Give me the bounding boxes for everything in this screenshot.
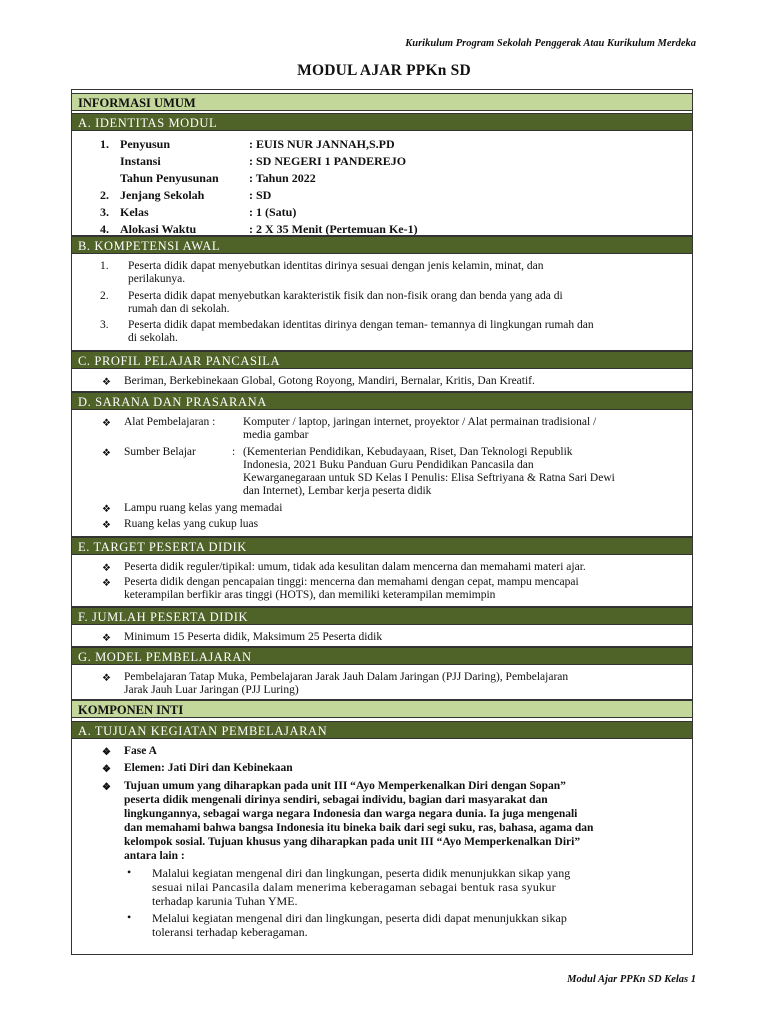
identitas-num-4: 4. bbox=[100, 222, 109, 236]
diamond-bullet-icon: ❖ bbox=[102, 377, 111, 388]
profil-item: Beriman, Berkebinekaan Global, Gotong Royong, Mandiri, Bernalar, Kritis, Dan Kreatif. bbox=[124, 375, 535, 387]
row-divider bbox=[72, 235, 692, 236]
row-divider bbox=[72, 699, 692, 700]
sumber-line4: dan Internet), Lembar kerja peserta didik bbox=[243, 485, 432, 497]
identitas-label-kelas: Kelas bbox=[120, 205, 149, 219]
identitas-value-penyusun: : EUIS NUR JANNAH,S.PD bbox=[249, 137, 395, 151]
tujuan-b1-line2: sesuai nilai Pancasila dalam menerima keberagaman sebagai bentuk rasa syukur bbox=[152, 880, 556, 894]
tujuan-b2-line2: toleransi terhadap keberagaman. bbox=[152, 925, 308, 939]
sumber-line2: Indonesia, 2021 Buku Panduan Guru Pendidikan Pancasila dan bbox=[243, 459, 534, 471]
identitas-value-instansi: : SD NEGERI 1 PANDEREJO bbox=[249, 154, 407, 168]
diamond-bullet-icon: ❖ bbox=[102, 747, 111, 758]
diamond-bullet-icon: ❖ bbox=[102, 520, 111, 531]
diamond-bullet-icon: ❖ bbox=[102, 418, 111, 429]
section-tujuan-kegiatan: A. TUJUAN KEGIATAN PEMBELAJARAN bbox=[72, 721, 692, 739]
sumber-colon: : bbox=[232, 446, 236, 458]
kompetensi-item-2-line2: rumah dan di sekolah. bbox=[128, 303, 230, 315]
sarana-ruang: Ruang kelas yang cukup luas bbox=[124, 518, 259, 530]
kompetensi-item-3-line2: di sekolah. bbox=[128, 332, 178, 344]
module-table bbox=[71, 89, 693, 955]
tujuan-para-line1: Tujuan umum yang diharapkan pada unit III “Ayo Memperkenalkan Diri dengan Sopan” bbox=[124, 780, 566, 792]
model-line2: Jarak Jauh Luar Jaringan (PJJ Luring) bbox=[124, 684, 299, 696]
diamond-bullet-icon: ❖ bbox=[102, 782, 111, 793]
section-jumlah-peserta: F. JUMLAH PESERTA DIDIK bbox=[72, 607, 692, 625]
tujuan-para-line2: peserta didik mengenali dirinya sendiri, sebagai individu, bagian dari masyarakat dan bbox=[124, 794, 548, 806]
section-profil-pelajar: C. PROFIL PELAJAR PANCASILA bbox=[72, 351, 692, 369]
row-divider bbox=[72, 606, 692, 607]
tujuan-para-line6: antara lain : bbox=[124, 850, 185, 862]
bullet-dot-icon: • bbox=[127, 910, 132, 924]
identitas-value-alokasi: : 2 X 35 Menit (Pertemuan Ke-1) bbox=[249, 222, 418, 236]
alat-line2: media gambar bbox=[243, 429, 309, 441]
kompetensi-num-2: 2. bbox=[100, 290, 109, 302]
model-line1: Pembelajaran Tatap Muka, Pembelajaran Jarak Jauh Dalam Jaringan (PJJ Daring), Pembelajaran bbox=[124, 671, 569, 683]
section-kompetensi-awal: B. KOMPETENSI AWAL bbox=[72, 236, 692, 254]
section-komponen-inti: KOMPONEN INTI bbox=[72, 700, 692, 718]
tujuan-b1-line1: Malalui kegiatan mengenal diri dan lingkungan, peserta didik menunjukkan sikap yang bbox=[152, 866, 571, 880]
section-informasi-umum: INFORMASI UMUM bbox=[72, 93, 692, 111]
diamond-bullet-icon: ❖ bbox=[102, 504, 111, 515]
sumber-label: Sumber Belajar bbox=[124, 446, 196, 458]
row-divider bbox=[72, 391, 692, 392]
kompetensi-item-1-line1: Peserta didik dapat menyebutkan identitas dirinya sesuai dengan jenis kelamin, minat, dan bbox=[128, 260, 544, 272]
section-sarana-prasarana: D. SARANA DAN PRASARANA bbox=[72, 392, 692, 410]
identitas-label-penyusun: Penyusun bbox=[120, 137, 171, 151]
identitas-label-jenjang: Jenjang Sekolah bbox=[120, 188, 205, 202]
identitas-value-jenjang: : SD bbox=[249, 188, 272, 202]
section-identitas-modul: A. IDENTITAS MODUL bbox=[72, 113, 692, 131]
identitas-label-instansi: Instansi bbox=[120, 154, 161, 168]
row-divider bbox=[72, 646, 692, 647]
tujuan-para-line5: kelompok sosial. Tujuan khusus yang diharapkan pada unit III “Ayo Memperkenalkan Diri” bbox=[124, 836, 581, 848]
document-title: MODUL AJAR PPKn SD bbox=[297, 62, 471, 79]
running-footer: Modul Ajar PPKn SD Kelas 1 bbox=[567, 974, 696, 985]
tujuan-elemen: Elemen: Jati Diri dan Kebinekaan bbox=[124, 762, 293, 774]
target-item-1: Peserta didik reguler/tipikal: umum, tidak ada kesulitan dalam mencerna dan memahami materi ajar. bbox=[124, 561, 586, 573]
sumber-line1: (Kementerian Pendidikan, Kebudayaan, Riset, Dan Teknologi Republik bbox=[243, 446, 573, 458]
diamond-bullet-icon: ❖ bbox=[102, 673, 111, 684]
row-divider bbox=[72, 350, 692, 351]
diamond-bullet-icon: ❖ bbox=[102, 633, 111, 644]
kompetensi-num-3: 3. bbox=[100, 319, 109, 331]
diamond-bullet-icon: ❖ bbox=[102, 764, 111, 775]
identitas-num-1: 1. bbox=[100, 137, 109, 151]
kompetensi-num-1: 1. bbox=[100, 260, 109, 272]
row-divider bbox=[72, 536, 692, 537]
tujuan-b1-line3: terhadap karunia Tuhan YME. bbox=[152, 894, 298, 908]
identitas-value-tahun: : Tahun 2022 bbox=[249, 171, 316, 185]
kompetensi-item-2-line1: Peserta didik dapat menyebutkan karakteristik fisik dan non-fisik orang dan benda yang ada di bbox=[128, 290, 563, 302]
identitas-label-alokasi: Alokasi Waktu bbox=[120, 222, 197, 236]
identitas-num-3: 3. bbox=[100, 205, 109, 219]
target-item-2-line1: Peserta didik dengan pencapaian tinggi: mencerna dan memahami dengan cepat, mampu mencapai bbox=[124, 576, 579, 588]
alat-label: Alat Pembelajaran : bbox=[124, 416, 216, 428]
identitas-label-tahun: Tahun Penyusunan bbox=[120, 171, 219, 185]
alat-line1: Komputer / laptop, jaringan internet, proyektor / Alat permainan tradisional / bbox=[243, 416, 597, 428]
diamond-bullet-icon: ❖ bbox=[102, 578, 111, 589]
diamond-bullet-icon: ❖ bbox=[102, 448, 111, 459]
running-header: Kurikulum Program Sekolah Penggerak Atau Kurikulum Merdeka bbox=[405, 38, 696, 49]
tujuan-fase: Fase A bbox=[124, 745, 157, 757]
kompetensi-item-1-line2: perilakunya. bbox=[128, 273, 186, 285]
tujuan-para-line3: lingkungannya, sebagai warga negara Indonesia dan warga negara dunia. Ia juga mengenali bbox=[124, 808, 578, 820]
tujuan-para-line4: dan memahami bahwa bangsa Indonesia itu bineka baik dari segi suku, ras, bahasa, agama dan bbox=[124, 822, 594, 834]
sarana-lampu: Lampu ruang kelas yang memadai bbox=[124, 502, 283, 514]
bullet-dot-icon: • bbox=[127, 865, 132, 879]
target-item-2-line2: keterampilan berfikir aras tinggi (HOTS), dan memiliki keterampilan memimpin bbox=[124, 589, 496, 601]
jumlah-item: Minimum 15 Peserta didik, Maksimum 25 Peserta didik bbox=[124, 631, 383, 643]
sumber-line3: Kewarganegaraan untuk SD Kelas I Penulis: Elisa Seftriyana & Ratna Sari Dewi bbox=[243, 472, 615, 484]
diamond-bullet-icon: ❖ bbox=[102, 563, 111, 574]
section-model-pembelajaran: G. MODEL PEMBELAJARAN bbox=[72, 647, 692, 665]
identitas-value-kelas: : 1 (Satu) bbox=[249, 205, 297, 219]
tujuan-b2-line1: Melalui kegiatan mengenal diri dan lingkungan, peserta didi dapat menunjukkan sikap bbox=[152, 911, 567, 925]
section-target-peserta: E. TARGET PESERTA DIDIK bbox=[72, 537, 692, 555]
kompetensi-item-3-line1: Peserta didik dapat membedakan identitas dirinya dengan teman- temannya di lingkungan rumah dan bbox=[128, 319, 594, 331]
identitas-num-2: 2. bbox=[100, 188, 109, 202]
